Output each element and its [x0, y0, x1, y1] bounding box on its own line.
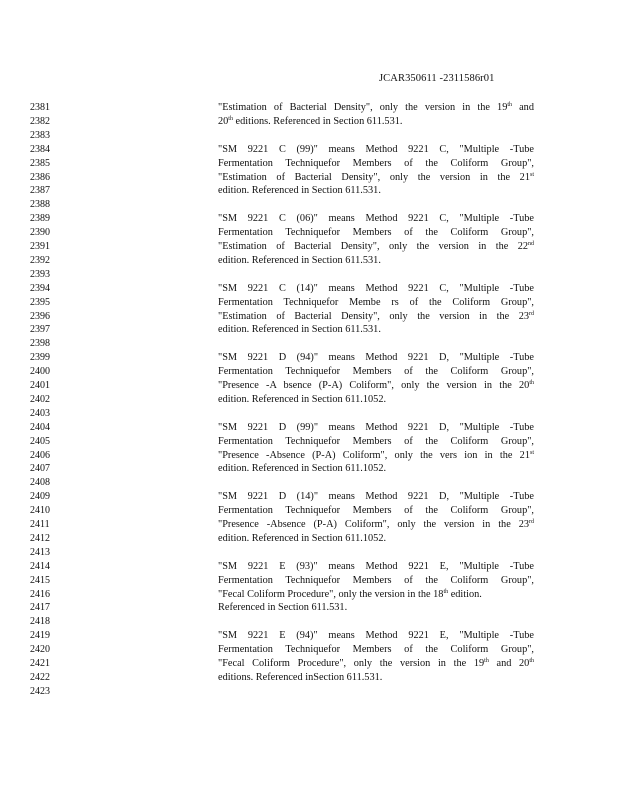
text-line: "Presence -Absence (P-A) Coliform", only the version in the 23rd: [218, 519, 534, 530]
text-line: "Estimation of Bacterial Density", only the version in the 22nd: [218, 241, 534, 252]
text-line: "SM 9221 C (14)" means Method 9221 C, "Multiple -Tube: [218, 282, 534, 294]
line-number: 2412: [30, 532, 50, 544]
line-number: 2414: [30, 560, 50, 572]
line-number: 2389: [30, 213, 50, 225]
line-number: 2413: [30, 546, 50, 558]
line-number: 2420: [30, 644, 50, 656]
text-line: Fermentation Techniquefor Members of the Coliform Group",: [218, 644, 534, 656]
ordinal-suffix: th: [529, 658, 535, 664]
line-number: 2384: [30, 143, 50, 155]
line-number: 2387: [30, 185, 50, 197]
line-number: 2423: [30, 685, 50, 697]
line-number: 2402: [30, 393, 50, 405]
line-number: 2407: [30, 463, 50, 475]
text-line: "SM 9221 D (94)" means Method 9221 D, "Multiple -Tube: [218, 352, 534, 364]
line-number: 2399: [30, 352, 50, 364]
text-line: Fermentation Techniquefor Members of the Coliform Group",: [218, 227, 534, 239]
line-number: 2388: [30, 199, 50, 211]
text-line: Fermentation Techniquefor Members of the Coliform Group",: [218, 435, 534, 447]
line-number: 2417: [30, 602, 50, 614]
text-line: "Fecal Coliform Procedure", only the version in the 19th and 20th: [218, 658, 535, 669]
line-number: 2383: [30, 129, 50, 141]
ordinal-suffix: rd: [529, 519, 534, 525]
line-number: 2409: [30, 491, 50, 503]
line-number: 2396: [30, 310, 50, 322]
line-number: 2410: [30, 505, 50, 517]
text-line: edition. Referenced in Section 611.1052.: [218, 463, 387, 475]
line-number: 2395: [30, 296, 50, 308]
line-number: 2385: [30, 157, 50, 169]
line-number: 2394: [30, 282, 50, 294]
line-number: 2422: [30, 671, 50, 683]
ordinal-suffix: rd: [529, 310, 534, 317]
text-line: "Estimation of Bacterial Density", only the version in the 21st: [218, 171, 534, 183]
ordinal-suffix: th: [529, 380, 534, 386]
document-header: JCAR350611 -2311586r01: [379, 73, 495, 84]
text-line: "Presence -Absence (P-A) Coliform", only the vers ion in the 21st: [218, 449, 534, 461]
line-number: 2403: [30, 407, 50, 419]
line-number: 2382: [30, 115, 50, 127]
line-number: 2418: [30, 616, 50, 628]
line-number: 2381: [30, 102, 50, 113]
ordinal-suffix: th: [228, 115, 233, 122]
line-number: 2397: [30, 324, 50, 336]
line-number: 2386: [30, 171, 50, 183]
text-line: Fermentation Techniquefor Members of the Coliform Group",: [218, 366, 534, 378]
line-number: 2419: [30, 630, 50, 642]
line-number: 2392: [30, 254, 50, 266]
line-number: 2398: [30, 338, 50, 350]
line-number: 2390: [30, 227, 50, 239]
text-line: "SM 9221 C (06)" means Method 9221 C, "Multiple -Tube: [218, 213, 534, 225]
text-line: Referenced in Section 611.531.: [218, 602, 348, 614]
line-number: 2404: [30, 421, 50, 433]
text-line: edition. Referenced in Section 611.531.: [218, 185, 381, 197]
text-line: edition. Referenced in Section 611.531.: [218, 324, 381, 336]
line-number: 2400: [30, 366, 50, 378]
line-number: 2401: [30, 380, 50, 391]
ordinal-suffix: st: [529, 449, 534, 456]
line-number: 2411: [30, 519, 50, 530]
text-line: edition. Referenced in Section 611.1052.: [218, 393, 387, 405]
text-line: "Fecal Coliform Procedure", only the version in the 18th edition.: [218, 588, 482, 600]
text-line: edition. Referenced in Section 611.1052.: [218, 532, 387, 544]
text-line: "SM 9221 E (93)" means Method 9221 E, "Multiple -Tube: [218, 560, 534, 572]
line-number: 2408: [30, 477, 50, 489]
line-number: 2406: [30, 449, 50, 461]
line-number: 2405: [30, 435, 50, 447]
text-line: Fermentation Techniquefor Members of the Coliform Group",: [218, 505, 534, 517]
text-line: "SM 9221 D (99)" means Method 9221 D, "Multiple -Tube: [218, 421, 534, 433]
text-line: editions. Referenced inSection 611.531.: [218, 671, 383, 683]
text-line: 20th editions. Referenced in Section 611.531.: [218, 115, 403, 127]
text-line: Fermentation Techniquefor Members of the Coliform Group",: [218, 574, 534, 586]
text-line: Fermentation Techniquefor Members of the Coliform Group",: [218, 157, 534, 169]
text-line: "SM 9221 D (14)" means Method 9221 D, "Multiple -Tube: [218, 491, 534, 503]
line-number: 2391: [30, 241, 50, 252]
line-number: 2393: [30, 268, 50, 280]
ordinal-suffix: th: [484, 658, 489, 664]
text-line: edition. Referenced in Section 611.531.: [218, 254, 381, 266]
text-line: "Estimation of Bacterial Density", only the version in the 23rd: [218, 310, 534, 322]
text-line: Fermentation Techniquefor Membe rs of the Coliform Group",: [218, 296, 534, 308]
ordinal-suffix: th: [443, 588, 449, 595]
line-number: 2415: [30, 574, 50, 586]
text-line: "Estimation of Bacterial Density", only the version in the 19th and: [218, 102, 534, 113]
ordinal-suffix: th: [507, 102, 513, 108]
text-line: "Presence -A bsence (P-A) Coliform", only the version in the 20th: [218, 380, 534, 391]
ordinal-suffix: nd: [528, 241, 534, 247]
text-line: "SM 9221 C (99)" means Method 9221 C, "Multiple -Tube: [218, 143, 534, 155]
ordinal-suffix: st: [529, 171, 534, 178]
text-line: "SM 9221 E (94)" means Method 9221 E, "Multiple -Tube: [218, 630, 534, 642]
line-number: 2416: [30, 588, 50, 600]
line-number: 2421: [30, 658, 50, 669]
